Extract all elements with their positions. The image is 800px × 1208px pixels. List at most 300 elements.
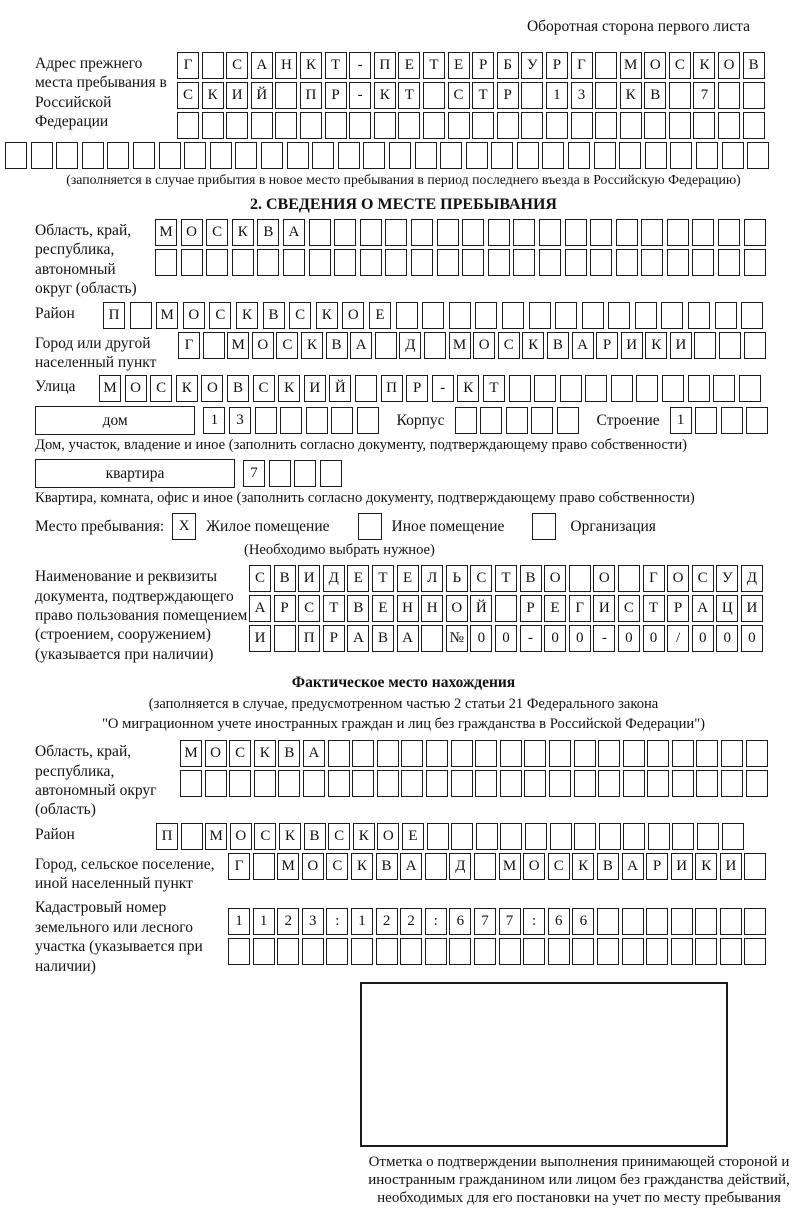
char-cell[interactable]: Р <box>546 52 568 79</box>
char-cell[interactable] <box>506 407 528 434</box>
char-cell[interactable]: - <box>593 625 615 652</box>
char-cell[interactable] <box>743 112 765 139</box>
char-cell[interactable]: Й <box>251 82 273 109</box>
char-cell[interactable]: 0 <box>495 625 517 652</box>
char-cell[interactable] <box>377 740 399 767</box>
char-cell[interactable] <box>475 740 497 767</box>
char-cell[interactable] <box>667 249 689 276</box>
char-cell[interactable] <box>571 112 593 139</box>
char-cell[interactable]: М <box>205 823 227 850</box>
char-cell[interactable]: № <box>446 625 468 652</box>
char-cell[interactable]: Р <box>667 595 689 622</box>
char-cell[interactable]: : <box>425 908 447 935</box>
char-cell[interactable]: 3 <box>571 82 593 109</box>
char-cell[interactable] <box>529 302 551 329</box>
char-cell[interactable]: Р <box>325 82 347 109</box>
char-cell[interactable] <box>422 302 444 329</box>
char-cell[interactable] <box>743 82 765 109</box>
char-cell[interactable]: Т <box>372 565 394 592</box>
char-cell[interactable] <box>177 112 199 139</box>
char-cell[interactable] <box>696 142 718 169</box>
char-cell[interactable]: Г <box>643 565 665 592</box>
char-cell[interactable]: Т <box>483 375 505 402</box>
char-cell[interactable]: А <box>400 853 422 880</box>
char-cell[interactable] <box>595 52 617 79</box>
char-cell[interactable] <box>181 823 203 850</box>
char-cell[interactable]: Г <box>569 595 591 622</box>
char-cell[interactable] <box>746 740 768 767</box>
char-cell[interactable] <box>647 770 669 797</box>
char-cell[interactable] <box>662 375 684 402</box>
char-cell[interactable] <box>401 740 423 767</box>
char-cell[interactable] <box>718 112 740 139</box>
char-cell[interactable] <box>421 625 443 652</box>
char-cell[interactable]: П <box>381 375 403 402</box>
char-cell[interactable] <box>594 142 616 169</box>
char-cell[interactable] <box>672 740 694 767</box>
char-cell[interactable]: А <box>347 625 369 652</box>
char-cell[interactable] <box>646 908 668 935</box>
char-cell[interactable] <box>597 908 619 935</box>
char-cell[interactable] <box>582 302 604 329</box>
char-cell[interactable] <box>312 142 334 169</box>
char-cell[interactable] <box>500 740 522 767</box>
char-cell[interactable] <box>474 938 496 965</box>
char-cell[interactable] <box>306 407 328 434</box>
char-cell[interactable]: 0 <box>544 625 566 652</box>
char-cell[interactable]: 1 <box>546 82 568 109</box>
char-cell[interactable] <box>349 112 371 139</box>
char-cell[interactable] <box>744 249 766 276</box>
char-cell[interactable]: С <box>548 853 570 880</box>
char-cell[interactable]: С <box>254 823 276 850</box>
char-cell[interactable]: Т <box>398 82 420 109</box>
char-cell[interactable] <box>328 770 350 797</box>
char-cell[interactable] <box>499 938 521 965</box>
char-cell[interactable]: О <box>230 823 252 850</box>
char-cell[interactable] <box>694 332 716 359</box>
char-cell[interactable] <box>360 219 382 246</box>
char-cell[interactable]: 2 <box>376 908 398 935</box>
char-cell[interactable] <box>437 219 459 246</box>
char-cell[interactable] <box>303 770 325 797</box>
char-cell[interactable] <box>155 249 177 276</box>
char-cell[interactable] <box>661 302 683 329</box>
char-cell[interactable] <box>616 249 638 276</box>
char-cell[interactable]: В <box>597 853 619 880</box>
char-cell[interactable]: С <box>448 82 470 109</box>
char-cell[interactable] <box>572 938 594 965</box>
char-cell[interactable] <box>411 249 433 276</box>
char-cell[interactable]: Т <box>643 595 665 622</box>
char-cell[interactable] <box>475 770 497 797</box>
char-cell[interactable]: С <box>289 302 311 329</box>
char-cell[interactable] <box>449 938 471 965</box>
char-cell[interactable]: В <box>257 219 279 246</box>
char-cell[interactable] <box>389 142 411 169</box>
char-cell[interactable] <box>423 112 445 139</box>
char-cell[interactable] <box>542 142 564 169</box>
char-cell[interactable] <box>184 142 206 169</box>
char-cell[interactable] <box>713 375 735 402</box>
char-cell[interactable] <box>226 112 248 139</box>
char-cell[interactable] <box>325 112 347 139</box>
char-cell[interactable]: И <box>720 853 742 880</box>
char-cell[interactable]: В <box>547 332 569 359</box>
char-cell[interactable]: Р <box>406 375 428 402</box>
char-cell[interactable]: В <box>278 740 300 767</box>
char-cell[interactable] <box>426 770 448 797</box>
char-cell[interactable] <box>641 219 663 246</box>
char-cell[interactable]: Д <box>449 853 471 880</box>
char-cell[interactable] <box>718 219 740 246</box>
char-cell[interactable] <box>618 565 640 592</box>
char-cell[interactable]: 0 <box>569 625 591 652</box>
char-cell[interactable] <box>437 249 459 276</box>
char-cell[interactable] <box>719 332 741 359</box>
char-cell[interactable] <box>500 823 522 850</box>
char-cell[interactable]: Т <box>423 52 445 79</box>
char-cell[interactable] <box>549 770 571 797</box>
char-cell[interactable]: Е <box>369 302 391 329</box>
char-cell[interactable] <box>509 375 531 402</box>
char-cell[interactable] <box>521 112 543 139</box>
char-cell[interactable] <box>401 770 423 797</box>
char-cell[interactable] <box>375 332 397 359</box>
char-cell[interactable] <box>462 249 484 276</box>
char-cell[interactable] <box>210 142 232 169</box>
char-cell[interactable]: К <box>351 853 373 880</box>
char-cell[interactable] <box>696 770 718 797</box>
char-cell[interactable] <box>539 219 561 246</box>
char-cell[interactable] <box>280 407 302 434</box>
char-cell[interactable]: Д <box>323 565 345 592</box>
char-cell[interactable] <box>620 112 642 139</box>
char-cell[interactable]: К <box>645 332 667 359</box>
char-cell[interactable] <box>722 823 744 850</box>
char-cell[interactable] <box>715 302 737 329</box>
char-cell[interactable] <box>646 938 668 965</box>
char-cell[interactable] <box>423 82 445 109</box>
char-cell[interactable] <box>334 249 356 276</box>
char-cell[interactable] <box>253 853 275 880</box>
char-cell[interactable]: А <box>350 332 372 359</box>
char-cell[interactable]: М <box>620 52 642 79</box>
char-cell[interactable]: О <box>593 565 615 592</box>
char-cell[interactable]: М <box>449 332 471 359</box>
char-cell[interactable]: Т <box>323 595 345 622</box>
char-cell[interactable]: У <box>716 565 738 592</box>
char-cell[interactable]: О <box>181 219 203 246</box>
char-cell[interactable]: 0 <box>716 625 738 652</box>
char-cell[interactable] <box>277 938 299 965</box>
char-cell[interactable]: С <box>470 565 492 592</box>
char-cell[interactable]: Р <box>520 595 542 622</box>
char-cell[interactable] <box>611 375 633 402</box>
char-cell[interactable] <box>692 249 714 276</box>
char-cell[interactable]: О <box>183 302 205 329</box>
char-cell[interactable]: О <box>205 740 227 767</box>
char-cell[interactable]: К <box>522 332 544 359</box>
char-cell[interactable]: О <box>377 823 399 850</box>
char-cell[interactable]: С <box>177 82 199 109</box>
char-cell[interactable]: К <box>572 853 594 880</box>
char-cell[interactable]: М <box>277 853 299 880</box>
char-cell[interactable] <box>287 142 309 169</box>
char-cell[interactable] <box>426 740 448 767</box>
char-cell[interactable] <box>488 219 510 246</box>
char-cell[interactable]: 0 <box>618 625 640 652</box>
char-cell[interactable] <box>181 249 203 276</box>
char-cell[interactable] <box>744 938 766 965</box>
char-cell[interactable] <box>672 770 694 797</box>
char-cell[interactable] <box>385 249 407 276</box>
char-cell[interactable]: Й <box>329 375 351 402</box>
char-cell[interactable] <box>744 853 766 880</box>
char-cell[interactable]: В <box>304 823 326 850</box>
char-cell[interactable]: О <box>252 332 274 359</box>
char-cell[interactable]: У <box>521 52 543 79</box>
char-cell[interactable] <box>130 302 152 329</box>
char-cell[interactable]: К <box>374 82 396 109</box>
char-cell[interactable] <box>688 302 710 329</box>
char-cell[interactable] <box>635 302 657 329</box>
char-cell[interactable]: С <box>276 332 298 359</box>
char-cell[interactable]: К <box>176 375 198 402</box>
char-cell[interactable]: К <box>301 332 323 359</box>
char-cell[interactable] <box>257 249 279 276</box>
char-cell[interactable] <box>274 625 296 652</box>
char-cell[interactable]: 7 <box>243 460 265 487</box>
char-cell[interactable]: Л <box>421 565 443 592</box>
char-cell[interactable]: Е <box>398 52 420 79</box>
char-cell[interactable] <box>555 302 577 329</box>
char-cell[interactable]: В <box>372 625 394 652</box>
char-cell[interactable]: М <box>156 302 178 329</box>
char-cell[interactable]: П <box>103 302 125 329</box>
char-cell[interactable] <box>440 142 462 169</box>
char-cell[interactable]: В <box>274 565 296 592</box>
char-cell[interactable]: С <box>692 565 714 592</box>
char-cell[interactable]: О <box>302 853 324 880</box>
char-cell[interactable] <box>569 565 591 592</box>
char-cell[interactable]: О <box>718 52 740 79</box>
char-cell[interactable] <box>672 823 694 850</box>
char-cell[interactable] <box>669 112 691 139</box>
char-cell[interactable] <box>355 375 377 402</box>
char-cell[interactable] <box>585 375 607 402</box>
char-cell[interactable] <box>741 302 763 329</box>
char-cell[interactable]: В <box>376 853 398 880</box>
char-cell[interactable] <box>351 938 373 965</box>
char-cell[interactable]: Р <box>646 853 668 880</box>
char-cell[interactable]: П <box>300 82 322 109</box>
char-cell[interactable]: П <box>298 625 320 652</box>
char-cell[interactable]: Т <box>325 52 347 79</box>
char-cell[interactable]: И <box>671 853 693 880</box>
char-cell[interactable] <box>374 112 396 139</box>
char-cell[interactable] <box>531 407 553 434</box>
char-cell[interactable]: - <box>432 375 454 402</box>
char-cell[interactable] <box>648 823 670 850</box>
char-cell[interactable] <box>722 142 744 169</box>
char-cell[interactable]: С <box>249 565 271 592</box>
char-cell[interactable]: С <box>150 375 172 402</box>
char-cell[interactable]: 1 <box>670 407 692 434</box>
char-cell[interactable]: К <box>695 853 717 880</box>
char-cell[interactable]: В <box>227 375 249 402</box>
char-cell[interactable] <box>622 908 644 935</box>
char-cell[interactable] <box>251 112 273 139</box>
char-cell[interactable] <box>568 142 590 169</box>
char-cell[interactable]: - <box>349 82 371 109</box>
char-cell[interactable]: Р <box>596 332 618 359</box>
char-cell[interactable]: С <box>209 302 231 329</box>
char-cell[interactable] <box>455 407 477 434</box>
char-cell[interactable] <box>523 938 545 965</box>
char-cell[interactable]: С <box>206 219 228 246</box>
char-cell[interactable]: И <box>304 375 326 402</box>
char-cell[interactable]: Е <box>372 595 394 622</box>
char-cell[interactable]: М <box>499 853 521 880</box>
char-cell[interactable] <box>546 112 568 139</box>
char-cell[interactable] <box>616 219 638 246</box>
char-cell[interactable] <box>746 770 768 797</box>
char-cell[interactable]: 1 <box>253 908 275 935</box>
char-cell[interactable]: С <box>669 52 691 79</box>
char-cell[interactable] <box>451 770 473 797</box>
char-cell[interactable] <box>550 823 572 850</box>
char-cell[interactable] <box>720 938 742 965</box>
char-cell[interactable]: Р <box>323 625 345 652</box>
char-cell[interactable] <box>720 908 742 935</box>
char-cell[interactable] <box>203 332 225 359</box>
char-cell[interactable]: К <box>300 52 322 79</box>
char-cell[interactable]: И <box>593 595 615 622</box>
char-cell[interactable] <box>385 219 407 246</box>
char-cell[interactable]: Д <box>741 565 763 592</box>
char-cell[interactable] <box>595 112 617 139</box>
apartment-field-box[interactable] <box>35 459 235 488</box>
char-cell[interactable] <box>202 112 224 139</box>
char-cell[interactable] <box>294 460 316 487</box>
char-cell[interactable] <box>235 142 257 169</box>
char-cell[interactable] <box>502 302 524 329</box>
char-cell[interactable]: М <box>180 740 202 767</box>
char-cell[interactable] <box>451 740 473 767</box>
char-cell[interactable] <box>396 302 418 329</box>
char-cell[interactable]: Н <box>397 595 419 622</box>
char-cell[interactable] <box>608 302 630 329</box>
char-cell[interactable] <box>597 938 619 965</box>
char-cell[interactable]: К <box>202 82 224 109</box>
char-cell[interactable]: С <box>226 52 248 79</box>
char-cell[interactable]: Р <box>472 52 494 79</box>
char-cell[interactable] <box>425 853 447 880</box>
char-cell[interactable] <box>696 740 718 767</box>
char-cell[interactable]: 2 <box>400 908 422 935</box>
char-cell[interactable] <box>744 908 766 935</box>
char-cell[interactable] <box>697 823 719 850</box>
char-cell[interactable]: Р <box>497 82 519 109</box>
char-cell[interactable]: 0 <box>692 625 714 652</box>
char-cell[interactable] <box>599 823 621 850</box>
char-cell[interactable]: О <box>125 375 147 402</box>
char-cell[interactable] <box>565 249 587 276</box>
char-cell[interactable]: А <box>692 595 714 622</box>
char-cell[interactable]: К <box>353 823 375 850</box>
char-cell[interactable] <box>400 938 422 965</box>
char-cell[interactable] <box>338 142 360 169</box>
char-cell[interactable] <box>622 938 644 965</box>
char-cell[interactable] <box>744 332 766 359</box>
char-cell[interactable]: О <box>342 302 364 329</box>
char-cell[interactable] <box>474 853 496 880</box>
char-cell[interactable] <box>524 740 546 767</box>
char-cell[interactable] <box>692 219 714 246</box>
char-cell[interactable]: М <box>227 332 249 359</box>
char-cell[interactable]: О <box>473 332 495 359</box>
char-cell[interactable] <box>449 302 471 329</box>
char-cell[interactable]: К <box>693 52 715 79</box>
char-cell[interactable]: С <box>253 375 275 402</box>
char-cell[interactable] <box>595 82 617 109</box>
char-cell[interactable]: Н <box>275 52 297 79</box>
char-cell[interactable] <box>598 770 620 797</box>
char-cell[interactable]: Е <box>448 52 470 79</box>
char-cell[interactable] <box>275 112 297 139</box>
char-cell[interactable] <box>718 249 740 276</box>
char-cell[interactable] <box>352 770 374 797</box>
char-cell[interactable] <box>283 249 305 276</box>
char-cell[interactable] <box>670 142 692 169</box>
char-cell[interactable]: 3 <box>302 908 324 935</box>
char-cell[interactable] <box>398 112 420 139</box>
char-cell[interactable] <box>647 740 669 767</box>
char-cell[interactable]: А <box>572 332 594 359</box>
char-cell[interactable] <box>521 82 543 109</box>
char-cell[interactable] <box>590 249 612 276</box>
char-cell[interactable]: - <box>349 52 371 79</box>
char-cell[interactable] <box>376 938 398 965</box>
char-cell[interactable]: П <box>156 823 178 850</box>
char-cell[interactable] <box>206 249 228 276</box>
char-cell[interactable] <box>261 142 283 169</box>
char-cell[interactable]: Й <box>470 595 492 622</box>
char-cell[interactable] <box>695 938 717 965</box>
char-cell[interactable] <box>549 740 571 767</box>
char-cell[interactable]: О <box>523 853 545 880</box>
char-cell[interactable]: А <box>283 219 305 246</box>
char-cell[interactable] <box>253 938 275 965</box>
char-cell[interactable]: Г <box>177 52 199 79</box>
char-cell[interactable] <box>302 938 324 965</box>
char-cell[interactable] <box>688 375 710 402</box>
char-cell[interactable] <box>669 82 691 109</box>
char-cell[interactable]: К <box>254 740 276 767</box>
char-cell[interactable]: К <box>232 219 254 246</box>
char-cell[interactable] <box>309 219 331 246</box>
char-cell[interactable] <box>228 938 250 965</box>
char-cell[interactable] <box>56 142 78 169</box>
char-cell[interactable]: С <box>328 823 350 850</box>
char-cell[interactable] <box>548 938 570 965</box>
char-cell[interactable]: А <box>303 740 325 767</box>
char-cell[interactable] <box>159 142 181 169</box>
char-cell[interactable] <box>500 770 522 797</box>
char-cell[interactable] <box>427 823 449 850</box>
char-cell[interactable]: С <box>498 332 520 359</box>
